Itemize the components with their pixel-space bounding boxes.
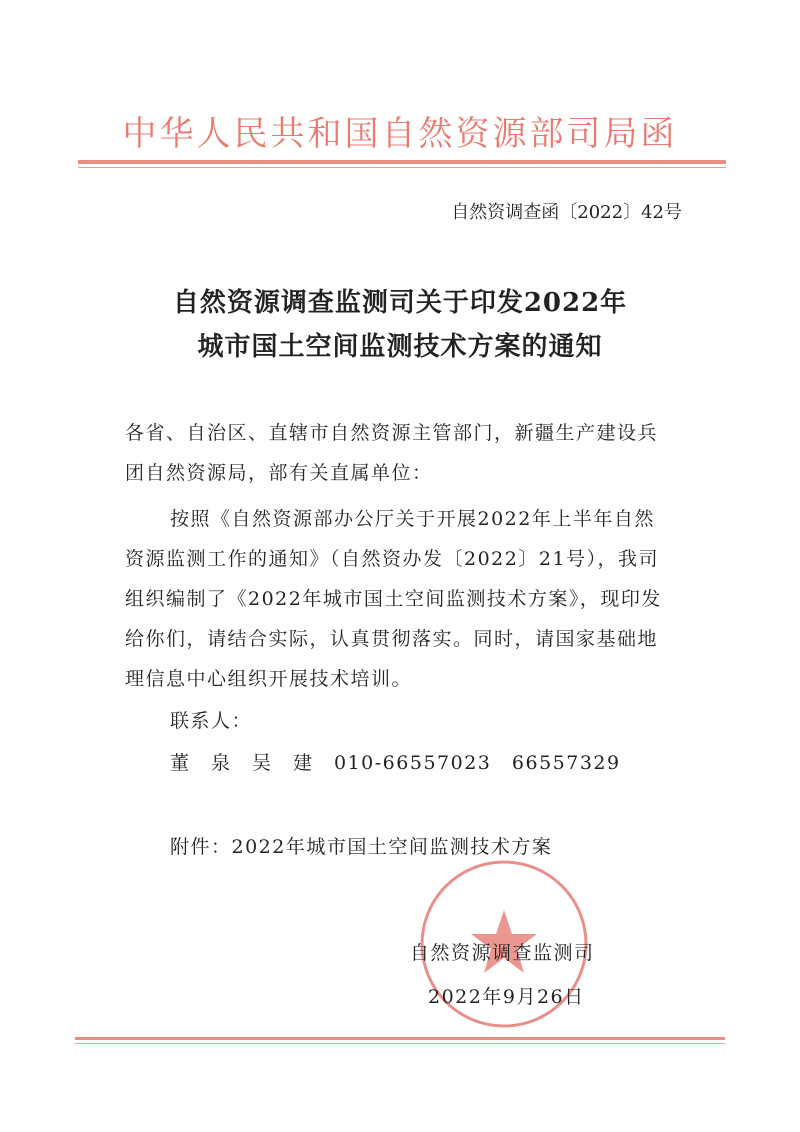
- document-number: 自然资调查函〔2022〕42号: [451, 202, 682, 223]
- letterhead-rule: [78, 160, 726, 164]
- body-line: 给你们，请结合实际，认真贯彻落实。同时，请国家基础地: [125, 628, 659, 650]
- body-line: 按照《自然资源部办公厅关于开展2022年上半年自然: [170, 508, 655, 530]
- body-line: 组织编制了《2022年城市国土空间监测技术方案》，现印发: [125, 588, 662, 610]
- body-line: 团自然资源局，部有关直属单位：: [125, 462, 433, 484]
- footer-rule-thin: [75, 1043, 725, 1044]
- body-line: 理信息中心组织开展技术培训。: [125, 668, 413, 690]
- letterhead-title: 中华人民共和国自然资源部司局函: [122, 114, 678, 154]
- contact-label: 联系人：: [170, 710, 253, 732]
- footer-rule: [75, 1037, 725, 1040]
- body-line: 各省、自治区、直辖市自然资源主管部门，新疆生产建设兵: [125, 422, 659, 444]
- attachment: 附件：2022年城市国土空间监测技术方案: [170, 836, 553, 858]
- body-line: 资源监测工作的通知》（自然资办发〔2022〕21号），我司: [125, 548, 660, 570]
- letterhead-rule-thin: [78, 167, 726, 168]
- signature-organization: 自然资源调查监测司: [410, 942, 595, 964]
- signature-date: 2022年9月26日: [428, 986, 585, 1008]
- document-title-line-2: 城市国土空间监测技术方案的通知: [197, 332, 603, 362]
- document-title-line-1: 自然资源调查监测司关于印发2022年: [172, 288, 628, 318]
- contact-info: 董 泉 吴 建 010-66557023 66557329: [170, 752, 621, 774]
